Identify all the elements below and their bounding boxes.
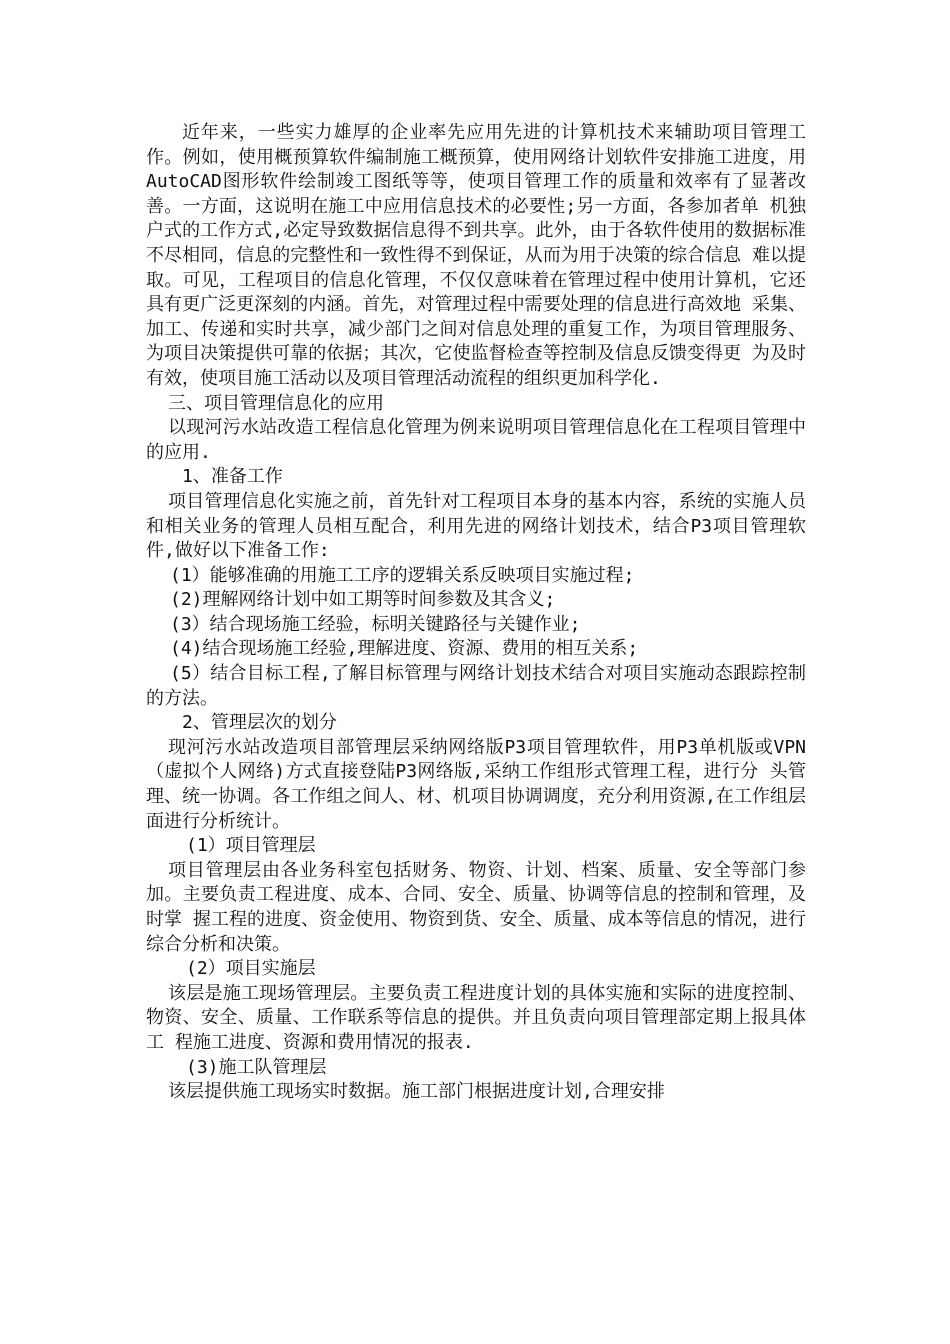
section-heading: 三、项目管理信息化的应用 [168, 392, 384, 414]
paragraph-implementation: 该层是施工现场管理层。主要负责工程进度计划的具体实施和实际的进度控制、物资、安全、质量、工作联系等信息的提供。并且负责向项目管理部定期上报具体工 程施工进度、资源和费用情况的报表. [146, 982, 806, 1053]
subsection-heading-levels: 2、管理层次的划分 [182, 712, 337, 734]
paragraph-example: 以现河污水站改造工程信息化管理为例来说明项目管理信息化在工程项目管理中的应用. [146, 417, 806, 463]
document-body [146, 121, 806, 1105]
list-item-2: (2)理解网络计划中如工期等时间参数及其含义; [170, 589, 556, 611]
level-heading-implementation: (2）项目实施层 [186, 958, 316, 980]
paragraph-preparation: 项目管理信息化实施之前，首先针对工程项目本身的基本内容，系统的实施人员和相关业务的管理人员相互配合，利用先进的网络计划技术，结合P3项目管理软件,做好以下准备工作: [146, 490, 806, 562]
level-heading-management: (1）项目管理层 [186, 835, 316, 857]
list-item-5: (5）结合目标工程,了解目标管理与网络计划技术结合对项目实施动态跟踪控制的方法。 [146, 663, 806, 709]
paragraph-levels: 现河污水站改造项目部管理层采纳网络版P3项目管理软件，用P3单机版或VPN（虚拟个人网络)方式直接登陆P3网络版,采纳工作组形式管理工程，进行分 头管理、统一协调。各工作组之间人、材、机项目协调调度，充分利用资源,在工作组层面进行分析统计。 [146, 736, 806, 832]
paragraph-management: 项目管理层由各业务科室包括财务、物资、计划、档案、质量、安全等部门参加。主要负责工程进度、成本、合同、安全、质量、协调等信息的控制和管理，及时掌 握工程的进度、资金使用、物资到货、安全、质量、成本等信息的情况，进行综合分析和决策。 [146, 859, 806, 955]
list-item-1: (1）能够准确的用施工工序的逻辑关系反映项目实施过程; [170, 564, 635, 586]
list-item-3: (3）结合现场施工经验，标明关键路径与关键作业; [170, 613, 581, 635]
list-item-4: (4)结合现场施工经验,理解进度、资源、费用的相互关系; [170, 638, 639, 660]
paragraph-intro: 近年来，一些实力雄厚的企业率先应用先进的计算机技术来辅助项目管理工作。例如，使用概预算软件编制施工概预算，使用网络计划软件安排施工进度，用 AutoCAD图形软件绘制竣工图纸等等，使项目管理工作的质量和效率有了显著改善。一方面，这说明在施工中应用信息技术的必要性;另一方面，各参加者单 机独户式的工作方式,必定导致数据信息得不到共享。此外，由于各软件使用的数据标准不尽相同，信息的完整性和一致性得不到保证，从而为用于决策的综合信息 难以提取。可见，工程项目的信息化管理，不仅仅意味着在管理过程中使用计算机，它还具有更广泛更深刻的内涵。首先，对管理过程中需要处理的信息进行高效地 采集、加工、传递和实时共享，减少部门之间对信息处理的重复工作，为项目管理服务、为项目决策提供可靠的依据；其次，它使监督检查等控制及信息反馈变得更 为及时有效，使项目施工活动以及项目管理活动流程的组织更加科学化. [146, 122, 806, 389]
subsection-heading-preparation: 1、准备工作 [182, 466, 283, 488]
paragraph-team: 该层提供施工现场实时数据。施工部门根据进度计划,合理安排 [168, 1081, 665, 1103]
level-heading-team: (3)施工队管理层 [186, 1056, 327, 1078]
